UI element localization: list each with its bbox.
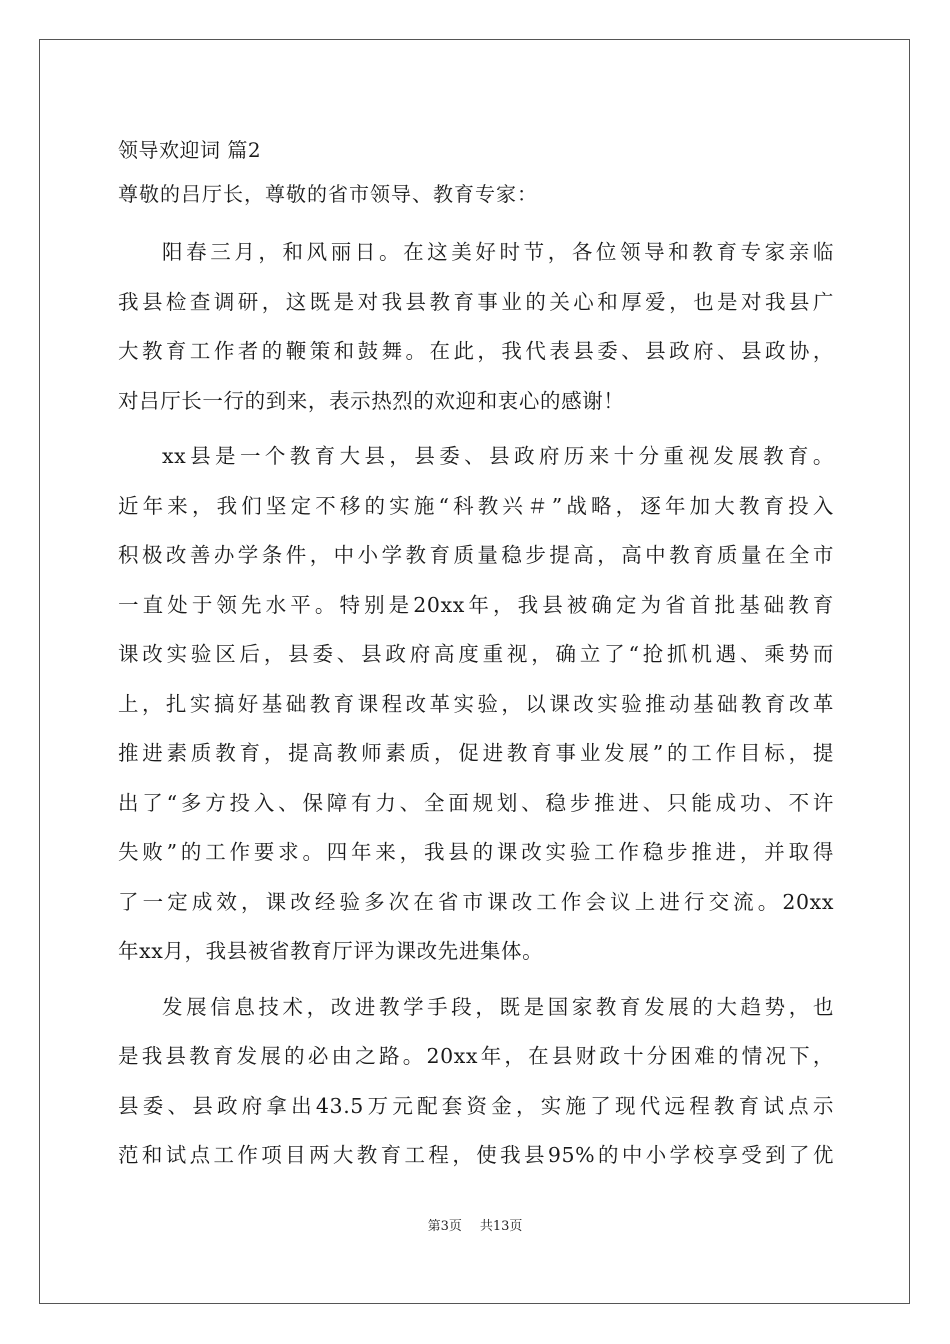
text-line: 一直处于领先水平。特别是20xx年，我县被确定为省首批基础教育 (118, 592, 834, 617)
text-line: 出了“多方投入、保障有力、全面规划、稳步推进、只能成功、不许 (118, 790, 834, 815)
text-line: 范和试点工作项目两大教育工程，使我县95%的中小学校享受到了优 (118, 1143, 834, 1167)
text-line: 上，扎实搞好基础教育课程改革实验，以课改实验推动基础教育改革 (118, 691, 834, 716)
document-title: 领导欢迎词 篇2 (118, 138, 262, 162)
paragraph-1 (118, 228, 834, 426)
text-line: 年xx月，我县被省教育厅评为课改先进集体。 (118, 939, 544, 963)
text-line: 大教育工作者的鞭策和鼓舞。在此，我代表县委、县政府、县政协， (118, 339, 834, 363)
text-line: 对吕厅长一行的到来，表示热烈的欢迎和衷心的感谢！ (118, 388, 625, 413)
text-line: 失败”的工作要求。四年来，我县的课改实验工作稳步推进，并取得 (118, 840, 834, 864)
page-total: 共13页 (479, 1219, 523, 1234)
text-line: 阳春三月，和风丽日。在这美好时节，各位领导和教育专家亲临 (162, 240, 834, 264)
document-body (118, 128, 834, 1181)
text-line: 积极改善办学条件，中小学教育质量稳步提高，高中教育质量在全市 (118, 543, 834, 567)
text-line: xx县是一个教育大县，县委、县政府历来十分重视发展教育。 (162, 444, 834, 468)
page-number: 第3页 (427, 1219, 462, 1234)
text-line: 了一定成效，课改经验多次在省市课改工作会议上进行交流。20xx (118, 889, 834, 914)
text-line: 推进素质教育，提高教师素质，促进教育事业发展”的工作目标，提 (118, 741, 834, 765)
text-line: 课改实验区后，县委、县政府高度重视，确立了“抢抓机遇、乘势而 (118, 642, 834, 666)
paragraph-2 (118, 432, 834, 977)
paragraph-3 (118, 983, 834, 1181)
page-footer (0, 1218, 950, 1236)
text-line: 是我县教育发展的必由之路。20xx年，在县财政十分困难的情况下， (118, 1044, 834, 1068)
text-line: 发展信息技术，改进教学手段，既是国家教育发展的大趋势，也 (162, 994, 834, 1019)
text-line: 我县检查调研，这既是对我县教育事业的关心和厚爱，也是对我县广 (118, 289, 834, 314)
text-line: 县委、县政府拿出43.5万元配套资金，实施了现代远程教育试点示 (118, 1093, 834, 1118)
text-line: 近年来，我们坚定不移的实施“科教兴＃”战略，逐年加大教育投入 (118, 493, 834, 518)
salutation: 尊敬的吕厅长，尊敬的省市领导、教育专家： (118, 182, 538, 206)
